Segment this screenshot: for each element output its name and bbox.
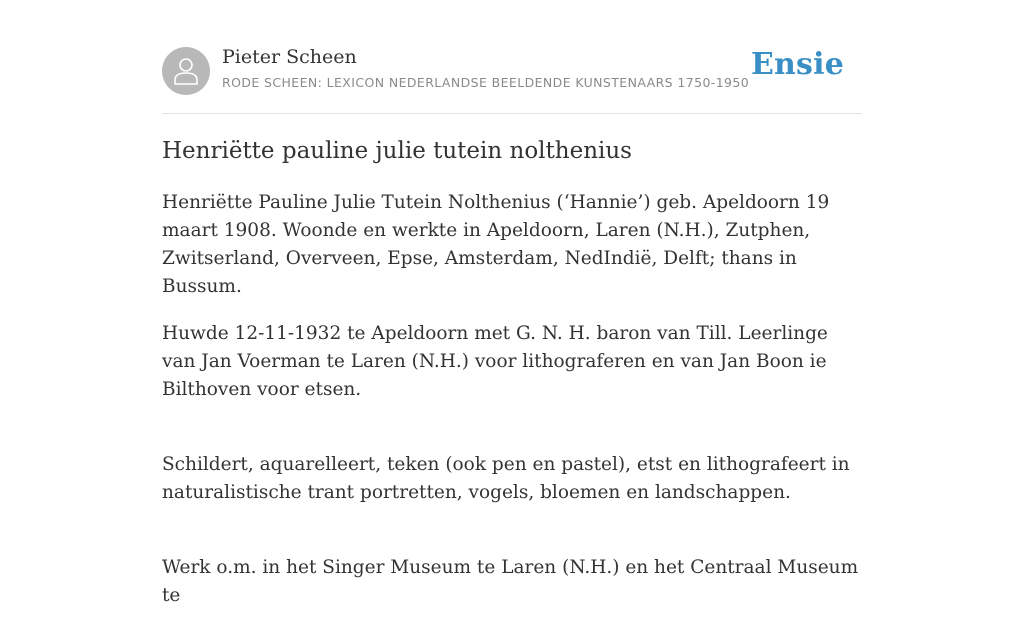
ensie-logo[interactable]: Ensie xyxy=(750,47,844,82)
paragraph-biography: Henriëtte Pauline Julie Tutein Nolthenius (‘Hannie’) geb. Apeldoorn 19 maart 1908. Woonde en werkte in Apeldoorn, Laren (N.H.), Zutphen, Zwitserland, Overveen, Epse, Amsterdam, NedIndië, Delft; thans in Bussum. xyxy=(162,192,830,297)
source-title[interactable]: RODE SCHEEN: LEXICON NEDERLANDSE BEELDENDE KUNSTENAARS 1750-1950 xyxy=(222,75,750,90)
article-header xyxy=(162,0,862,114)
paragraph-collections: Werk o.m. in het Singer Museum te Laren (N.H.) en het Centraal Museum te xyxy=(162,557,859,606)
article-title: Henriëtte pauline julie tutein nolthenius xyxy=(162,138,632,164)
author-avatar[interactable] xyxy=(162,47,210,95)
paragraph-marriage: Huwde 12-11-1932 te Apeldoorn met G. N. H. baron van Till. Leerlinge van Jan Voerman te Laren (N.H.) voor lithograferen en van Jan Boon ie Bilthoven voor etsen. xyxy=(162,323,828,400)
paragraph-spacer xyxy=(162,423,862,451)
user-icon xyxy=(172,56,200,86)
paragraph-work: Schildert, aquarelleert, teken (ook pen en pastel), etst en lithografeert in naturalistische trant portretten, vogels, bloemen en landschappen. xyxy=(162,454,850,503)
author-name[interactable]: Pieter Scheen xyxy=(222,46,357,68)
article-body xyxy=(162,189,862,629)
paragraph-spacer xyxy=(162,526,862,554)
article-card xyxy=(162,0,862,606)
